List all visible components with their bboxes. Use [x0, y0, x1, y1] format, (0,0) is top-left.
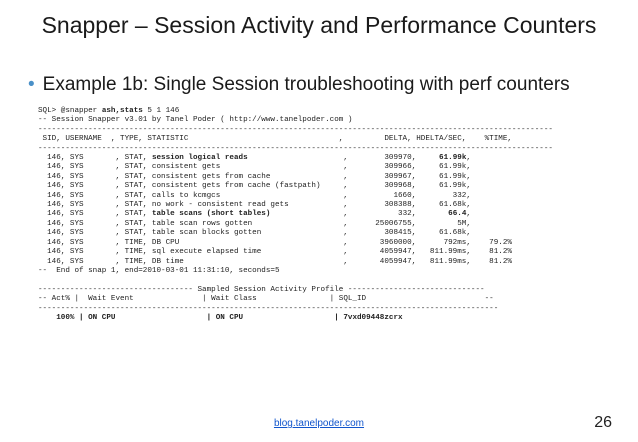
terminal-text: SQL> @snapper [38, 107, 102, 115]
terminal-line [38, 220, 553, 229]
terminal-line [38, 192, 553, 201]
terminal-line [38, 182, 553, 191]
terminal-line [38, 276, 553, 285]
terminal-text: 146, SYS , STAT, calls to kcmgcs , 1660, 332, [38, 191, 471, 200]
terminal-line [38, 126, 553, 135]
terminal-line [38, 107, 553, 116]
terminal-text: 146, SYS , TIME, DB CPU , 3960000, 792ms, 79.2% [38, 238, 512, 247]
terminal-line [38, 116, 553, 125]
terminal-text: 146, SYS , STAT, table scan blocks gotten , 308415, 61.68k, [38, 229, 471, 238]
terminal-text-bold: 61.99k [439, 154, 467, 163]
terminal-line [38, 286, 553, 295]
terminal-text: , 332, [270, 210, 449, 219]
terminal-text: 146, SYS , STAT, consistent gets , 309966, 61.99k, [38, 163, 471, 172]
terminal-line [38, 135, 553, 144]
terminal-text: 146, SYS , TIME, sql execute elapsed time , 4059947, 811.99ms, 81.2% [38, 248, 512, 257]
terminal-line [38, 314, 553, 323]
terminal-line [38, 210, 553, 219]
terminal-text: -- End of snap 1, end=2010-03-01 11:31:10, seconds=5 [38, 266, 280, 275]
terminal-text: 146, SYS , STAT, no work - consistent read gets , 308388, 61.68k, [38, 201, 471, 210]
terminal-text: , [466, 154, 471, 163]
terminal-line [38, 239, 553, 248]
terminal-text: 146, SYS , STAT, consistent gets from cache (fastpath) , 309968, 61.99k, [38, 182, 471, 191]
terminal-text: ----------------------------------------------------------------------------------------------------- [38, 304, 499, 313]
terminal-text: -- Session Snapper v3.01 by Tanel Poder ( http://www.tanelpoder.com ) [38, 116, 353, 125]
terminal-text: 146, SYS , STAT, [38, 210, 152, 219]
terminal-line [38, 295, 553, 304]
terminal-line [38, 305, 553, 314]
bullet-point [28, 74, 570, 96]
terminal-line [38, 229, 553, 238]
terminal-text: -- Act% | Wait Event | Wait Class | SQL_ID -- [38, 295, 494, 304]
terminal-text: ----------------------------------------------------------------------------------------------------------------- [38, 125, 553, 134]
terminal-text-bold: | ON CPU [206, 313, 335, 322]
terminal-text-bold: session logical reads [151, 154, 248, 163]
terminal-text: ---------------------------------- Sampled Session Activity Profile ------------------------------ [38, 285, 485, 294]
terminal-text [38, 276, 43, 284]
terminal-line [38, 173, 553, 182]
terminal-line [38, 154, 553, 163]
slide-title: Snapper – Session Activity and Performance Counters [41, 12, 597, 38]
terminal-text: SID, USERNAME , TYPE, STATISTIC , DELTA, HDELTA/SEC, %TIME, [38, 135, 512, 144]
terminal-line [38, 145, 553, 154]
page-number: 26 [594, 414, 612, 431]
terminal-line [38, 258, 553, 267]
bullet-text: Example 1b: Single Session troubleshooting with perf counters [42, 74, 570, 95]
blog-link[interactable]: blog.tanelpoder.com [273, 418, 365, 429]
terminal-text-bold: | 7vxd09448zcrx [334, 313, 403, 322]
terminal-text-bold: 66.4 [448, 210, 467, 219]
terminal-line [38, 248, 553, 257]
terminal-text: 146, SYS , STAT, consistent gets from cache , 309967, 61.99k, [38, 172, 471, 181]
terminal-line [38, 163, 553, 172]
terminal-text-bold: table scans (short tables) [151, 210, 271, 219]
terminal-text-bold: ash,stats [101, 107, 143, 115]
terminal-line [38, 201, 553, 210]
terminal-text: 146, SYS , STAT, table scan rows gotten , 25006755, 5M, [38, 219, 471, 228]
sqlplus-output [38, 107, 553, 323]
terminal-line [38, 267, 553, 276]
bullet-dot-icon: • [28, 74, 35, 95]
terminal-text: 5 1 146 [142, 107, 180, 115]
terminal-text: 146, SYS , TIME, DB time , 4059947, 811.99ms, 81.2% [38, 257, 512, 266]
terminal-text: ----------------------------------------------------------------------------------------------------------------- [38, 144, 553, 153]
terminal-text: , [466, 210, 471, 219]
terminal-text-bold: 100% | ON CPU [38, 313, 207, 322]
terminal-text: 146, SYS , STAT, [38, 154, 152, 163]
terminal-text: , 309970, [247, 154, 440, 163]
